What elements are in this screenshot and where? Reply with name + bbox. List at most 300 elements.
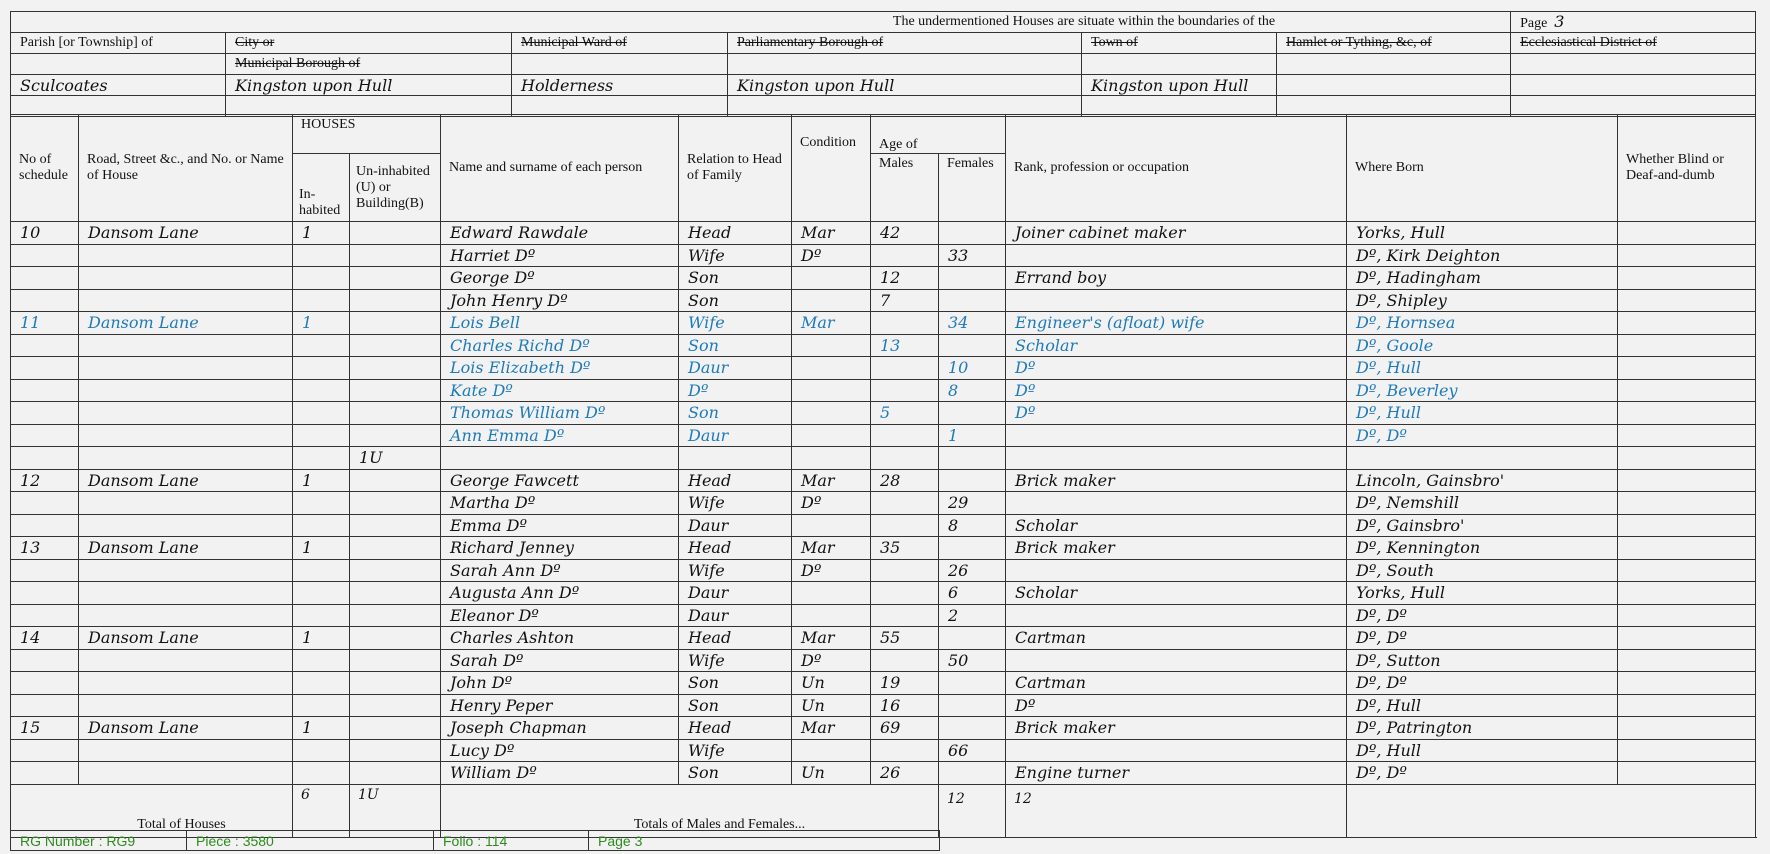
uninhabited-count xyxy=(350,222,441,245)
census-row xyxy=(11,582,1756,605)
relation: Head xyxy=(679,717,792,740)
blind-deaf-cell xyxy=(1618,537,1756,560)
inhabited-count xyxy=(293,244,350,267)
blind-deaf-cell xyxy=(1618,222,1756,245)
census-row xyxy=(11,649,1756,672)
male-age: 55 xyxy=(871,627,939,650)
census-row xyxy=(11,514,1756,537)
male-age: 16 xyxy=(871,694,939,717)
road-name xyxy=(79,289,293,312)
schedule-number xyxy=(11,492,79,515)
female-age: 33 xyxy=(939,244,1006,267)
relation: Dº xyxy=(679,379,792,402)
parl-value: Kingston upon Hull xyxy=(728,75,1082,96)
relation: Wife xyxy=(679,649,792,672)
uninhabited-count xyxy=(350,559,441,582)
piece-number: Piece : 3580 xyxy=(187,831,434,851)
schedule-number: 13 xyxy=(11,537,79,560)
census-row xyxy=(11,672,1756,695)
birthplace: Dº, Kirk Deighton xyxy=(1347,244,1618,267)
road-name xyxy=(79,492,293,515)
relation: Son xyxy=(679,672,792,695)
person-name: John Dº xyxy=(441,672,679,695)
occupation: Scholar xyxy=(1006,514,1347,537)
census-row xyxy=(11,739,1756,762)
blind-deaf-cell xyxy=(1618,492,1756,515)
person-name: Augusta Ann Dº xyxy=(441,582,679,605)
condition: Un xyxy=(792,694,871,717)
inhabited-count: 1 xyxy=(293,312,350,335)
condition xyxy=(792,604,871,627)
total-houses-label: Total of Houses xyxy=(11,784,293,837)
schedule-number xyxy=(11,244,79,267)
occupation xyxy=(1006,492,1347,515)
male-age xyxy=(871,379,939,402)
road-name xyxy=(79,604,293,627)
birthplace: Dº, Dº xyxy=(1347,604,1618,627)
inhabited-count xyxy=(293,379,350,402)
city-value: Kingston upon Hull xyxy=(226,75,512,96)
col-males: Males xyxy=(871,154,939,222)
road-name xyxy=(79,694,293,717)
female-age: 2 xyxy=(939,604,1006,627)
person-name: Lucy Dº xyxy=(441,739,679,762)
condition: Mar xyxy=(792,627,871,650)
uninhabited-count xyxy=(350,379,441,402)
inhabited-count xyxy=(293,289,350,312)
schedule-number xyxy=(11,762,79,785)
birthplace: Dº, Dº xyxy=(1347,762,1618,785)
male-age xyxy=(871,447,939,470)
male-age xyxy=(871,649,939,672)
schedule-number xyxy=(11,514,79,537)
occupation: Engineer's (afloat) wife xyxy=(1006,312,1347,335)
condition xyxy=(792,402,871,425)
female-age: 10 xyxy=(939,357,1006,380)
female-age: 50 xyxy=(939,649,1006,672)
person-name: George Dº xyxy=(441,267,679,290)
inhabited-count xyxy=(293,492,350,515)
occupation xyxy=(1006,604,1347,627)
condition: Mar xyxy=(792,537,871,560)
uninhabited-count xyxy=(350,537,441,560)
road-name xyxy=(79,739,293,762)
blind-deaf-cell xyxy=(1618,694,1756,717)
male-age: 19 xyxy=(871,672,939,695)
occupation: Dº xyxy=(1006,357,1347,380)
relation: Son xyxy=(679,402,792,425)
blind-deaf-cell xyxy=(1618,447,1756,470)
male-age xyxy=(871,424,939,447)
uninhabited-count xyxy=(350,694,441,717)
blind-deaf-cell xyxy=(1618,762,1756,785)
schedule-number: 11 xyxy=(11,312,79,335)
relation: Wife xyxy=(679,492,792,515)
road-name xyxy=(79,582,293,605)
inhabited-count xyxy=(293,559,350,582)
total-inhabited: 6 xyxy=(293,784,350,837)
census-row xyxy=(11,694,1756,717)
person-name: Lois Bell xyxy=(441,312,679,335)
inhabited-count xyxy=(293,267,350,290)
census-row xyxy=(11,559,1756,582)
road-name xyxy=(79,402,293,425)
inhabited-count xyxy=(293,447,350,470)
birthplace: Yorks, Hull xyxy=(1347,222,1618,245)
condition: Dº xyxy=(792,244,871,267)
uninhabited-count xyxy=(350,244,441,267)
person-name: William Dº xyxy=(441,762,679,785)
male-age xyxy=(871,357,939,380)
census-row xyxy=(11,424,1756,447)
occupation: Dº xyxy=(1006,379,1347,402)
relation: Wife xyxy=(679,739,792,762)
relation: Wife xyxy=(679,244,792,267)
census-row xyxy=(11,244,1756,267)
page-number-cell xyxy=(1511,12,1756,33)
census-row xyxy=(11,267,1756,290)
blind-deaf-cell xyxy=(1618,469,1756,492)
inhabited-count xyxy=(293,334,350,357)
occupation xyxy=(1006,739,1347,762)
condition xyxy=(792,334,871,357)
census-row xyxy=(11,469,1756,492)
uninhabited-count xyxy=(350,312,441,335)
blind-deaf-cell xyxy=(1618,312,1756,335)
road-name: Dansom Lane xyxy=(79,312,293,335)
occupation: Dº xyxy=(1006,694,1347,717)
rg-number: RG Number : RG9 xyxy=(11,831,187,851)
condition: Mar xyxy=(792,469,871,492)
person-name xyxy=(441,447,679,470)
uninhabited-count xyxy=(350,402,441,425)
relation: Head xyxy=(679,627,792,650)
road-name xyxy=(79,514,293,537)
occupation: Dº xyxy=(1006,402,1347,425)
birthplace: Dº, Hull xyxy=(1347,357,1618,380)
condition: Dº xyxy=(792,492,871,515)
blind-deaf-cell xyxy=(1618,717,1756,740)
condition xyxy=(792,357,871,380)
inhabited-count: 1 xyxy=(293,537,350,560)
person-name: Sarah Dº xyxy=(441,649,679,672)
col-occupation: Rank, profession or occupation xyxy=(1006,115,1347,222)
road-name: Dansom Lane xyxy=(79,469,293,492)
relation: Head xyxy=(679,537,792,560)
condition xyxy=(792,514,871,537)
birthplace: Dº, Dº xyxy=(1347,424,1618,447)
relation: Son xyxy=(679,267,792,290)
birthplace xyxy=(1347,447,1618,470)
uninhabited-count xyxy=(350,357,441,380)
census-row xyxy=(11,604,1756,627)
birthplace: Dº, Dº xyxy=(1347,672,1618,695)
condition: Un xyxy=(792,672,871,695)
uninhabited-count xyxy=(350,627,441,650)
person-name: Thomas William Dº xyxy=(441,402,679,425)
occupation xyxy=(1006,559,1347,582)
condition: Dº xyxy=(792,559,871,582)
condition: Un xyxy=(792,762,871,785)
col-females: Females xyxy=(939,154,1006,222)
city-label: City or xyxy=(226,33,512,54)
female-age xyxy=(939,469,1006,492)
blind-deaf-cell xyxy=(1618,649,1756,672)
occupation: Cartman xyxy=(1006,627,1347,650)
birthplace: Dº, Shipley xyxy=(1347,289,1618,312)
female-age: 1 xyxy=(939,424,1006,447)
col-blind: Whether Blind or Deaf-and-dumb xyxy=(1618,115,1756,222)
uninhabited-count xyxy=(350,717,441,740)
female-age xyxy=(939,672,1006,695)
condition xyxy=(792,379,871,402)
blind-deaf-cell xyxy=(1618,379,1756,402)
female-age xyxy=(939,762,1006,785)
female-age xyxy=(939,627,1006,650)
occupation xyxy=(1006,289,1347,312)
condition xyxy=(792,289,871,312)
census-row xyxy=(11,537,1756,560)
borough-label: Municipal Borough of xyxy=(226,54,512,75)
relation: Son xyxy=(679,334,792,357)
uninhabited-count xyxy=(350,267,441,290)
relation: Son xyxy=(679,289,792,312)
blind-deaf-cell xyxy=(1618,289,1756,312)
blind-deaf-cell xyxy=(1618,582,1756,605)
blind-deaf-cell xyxy=(1618,739,1756,762)
inhabited-count xyxy=(293,672,350,695)
schedule-number xyxy=(11,379,79,402)
birthplace: Dº, Beverley xyxy=(1347,379,1618,402)
col-relation: Relation to Head of Family xyxy=(679,115,792,222)
ward-label: Municipal Ward of xyxy=(512,33,728,54)
condition xyxy=(792,739,871,762)
condition xyxy=(792,582,871,605)
schedule-number xyxy=(11,694,79,717)
female-age: 29 xyxy=(939,492,1006,515)
relation: Daur xyxy=(679,424,792,447)
birthplace: Dº, Hull xyxy=(1347,694,1618,717)
eccl-label: Ecclesiastical District of xyxy=(1511,33,1756,54)
census-row xyxy=(11,334,1756,357)
schedule-number xyxy=(11,559,79,582)
person-name: Harriet Dº xyxy=(441,244,679,267)
schedule-number xyxy=(11,402,79,425)
uninhabited-count: 1U xyxy=(350,447,441,470)
birthplace: Dº, Hull xyxy=(1347,739,1618,762)
relation: Wife xyxy=(679,559,792,582)
uninhabited-count xyxy=(350,334,441,357)
occupation: Brick maker xyxy=(1006,537,1347,560)
occupation xyxy=(1006,447,1347,470)
birthplace: Dº, Hornsea xyxy=(1347,312,1618,335)
census-row xyxy=(11,357,1756,380)
male-age: 5 xyxy=(871,402,939,425)
inhabited-count xyxy=(293,739,350,762)
male-age: 35 xyxy=(871,537,939,560)
town-label: Town of xyxy=(1082,33,1277,54)
page-number: 3 xyxy=(1554,12,1565,31)
uninhabited-count xyxy=(350,604,441,627)
male-age xyxy=(871,244,939,267)
census-row xyxy=(11,492,1756,515)
road-name: Dansom Lane xyxy=(79,627,293,650)
road-name xyxy=(79,559,293,582)
female-age xyxy=(939,694,1006,717)
schedule-number: 10 xyxy=(11,222,79,245)
condition: Mar xyxy=(792,717,871,740)
schedule-number: 12 xyxy=(11,469,79,492)
inhabited-count: 1 xyxy=(293,222,350,245)
blind-deaf-cell xyxy=(1618,514,1756,537)
road-name xyxy=(79,379,293,402)
road-name xyxy=(79,334,293,357)
relation xyxy=(679,447,792,470)
occupation: Brick maker xyxy=(1006,717,1347,740)
occupation: Brick maker xyxy=(1006,469,1347,492)
person-name: Ann Emma Dº xyxy=(441,424,679,447)
col-age: Age of xyxy=(871,115,1006,154)
inhabited-count xyxy=(293,357,350,380)
person-name: George Fawcett xyxy=(441,469,679,492)
condition: Mar xyxy=(792,222,871,245)
census-row xyxy=(11,289,1756,312)
road-name xyxy=(79,357,293,380)
birthplace: Dº, Nemshill xyxy=(1347,492,1618,515)
boundary-title: The undermentioned Houses are situate within the boundaries of the xyxy=(11,12,1511,33)
uninhabited-count xyxy=(350,469,441,492)
blind-deaf-cell xyxy=(1618,357,1756,380)
blind-deaf-cell xyxy=(1618,424,1756,447)
person-name: Charles Richd Dº xyxy=(441,334,679,357)
road-name xyxy=(79,424,293,447)
total-females: 12 xyxy=(1006,784,1347,837)
occupation: Errand boy xyxy=(1006,267,1347,290)
boundary-header-table xyxy=(10,11,1756,117)
blind-deaf-cell xyxy=(1618,627,1756,650)
town-value: Kingston upon Hull xyxy=(1082,75,1277,96)
hamlet-label: Hamlet or Tything, &c, of xyxy=(1277,33,1511,54)
birthplace: Dº, Goole xyxy=(1347,334,1618,357)
total-persons-label: Totals of Males and Females... xyxy=(441,784,939,837)
blind-deaf-cell xyxy=(1618,604,1756,627)
relation: Head xyxy=(679,222,792,245)
female-age: 6 xyxy=(939,582,1006,605)
uninhabited-count xyxy=(350,289,441,312)
relation: Son xyxy=(679,762,792,785)
person-name: Sarah Ann Dº xyxy=(441,559,679,582)
relation: Son xyxy=(679,694,792,717)
female-age xyxy=(939,222,1006,245)
road-name xyxy=(79,672,293,695)
birthplace: Dº, South xyxy=(1347,559,1618,582)
male-age xyxy=(871,514,939,537)
census-row xyxy=(11,222,1756,245)
blind-deaf-cell xyxy=(1618,334,1756,357)
inhabited-count xyxy=(293,582,350,605)
female-age xyxy=(939,334,1006,357)
birthplace: Dº, Hadingham xyxy=(1347,267,1618,290)
blind-deaf-cell xyxy=(1618,672,1756,695)
road-name xyxy=(79,447,293,470)
uninhabited-count xyxy=(350,514,441,537)
person-name: Joseph Chapman xyxy=(441,717,679,740)
blind-deaf-cell xyxy=(1618,267,1756,290)
male-age: 7 xyxy=(871,289,939,312)
parl-label: Parliamentary Borough of xyxy=(728,33,1082,54)
birthplace: Yorks, Hull xyxy=(1347,582,1618,605)
page-reference: Page 3 xyxy=(589,831,940,851)
total-males: 12 xyxy=(939,784,1006,837)
female-age: 8 xyxy=(939,514,1006,537)
person-name: Lois Elizabeth Dº xyxy=(441,357,679,380)
person-name: Richard Jenney xyxy=(441,537,679,560)
person-name: Emma Dº xyxy=(441,514,679,537)
occupation: Scholar xyxy=(1006,334,1347,357)
road-name: Dansom Lane xyxy=(79,222,293,245)
census-row xyxy=(11,379,1756,402)
road-name: Dansom Lane xyxy=(79,537,293,560)
person-name: Kate Dº xyxy=(441,379,679,402)
male-age: 28 xyxy=(871,469,939,492)
census-row xyxy=(11,717,1756,740)
uninhabited-count xyxy=(350,582,441,605)
male-age xyxy=(871,604,939,627)
census-row xyxy=(11,627,1756,650)
inhabited-count: 1 xyxy=(293,627,350,650)
blind-deaf-cell xyxy=(1618,244,1756,267)
female-age xyxy=(939,267,1006,290)
page-label: Page xyxy=(1520,16,1548,31)
inhabited-count xyxy=(293,604,350,627)
female-age xyxy=(939,289,1006,312)
schedule-number xyxy=(11,334,79,357)
col-born: Where Born xyxy=(1347,115,1618,222)
female-age xyxy=(939,447,1006,470)
relation: Head xyxy=(679,469,792,492)
schedule-number xyxy=(11,289,79,312)
male-age xyxy=(871,739,939,762)
uninhabited-count xyxy=(350,492,441,515)
female-age: 26 xyxy=(939,559,1006,582)
birthplace: Lincoln, Gainsbro' xyxy=(1347,469,1618,492)
occupation xyxy=(1006,424,1347,447)
census-row xyxy=(11,402,1756,425)
relation: Daur xyxy=(679,357,792,380)
person-name: Edward Rawdale xyxy=(441,222,679,245)
male-age xyxy=(871,559,939,582)
person-name: Charles Ashton xyxy=(441,627,679,650)
condition xyxy=(792,267,871,290)
schedule-number xyxy=(11,649,79,672)
person-name: Eleanor Dº xyxy=(441,604,679,627)
relation: Daur xyxy=(679,604,792,627)
occupation: Joiner cabinet maker xyxy=(1006,222,1347,245)
birthplace: Dº, Dº xyxy=(1347,627,1618,650)
schedule-number xyxy=(11,604,79,627)
birthplace: Dº, Hull xyxy=(1347,402,1618,425)
birthplace: Dº, Sutton xyxy=(1347,649,1618,672)
col-schedule: No of schedule xyxy=(11,115,79,222)
inhabited-count xyxy=(293,762,350,785)
inhabited-count xyxy=(293,424,350,447)
census-row xyxy=(11,312,1756,335)
relation: Daur xyxy=(679,514,792,537)
male-age xyxy=(871,582,939,605)
col-uninhabited: Un-inhabited (U) or Building(B) xyxy=(350,154,441,222)
female-age: 34 xyxy=(939,312,1006,335)
occupation: Engine turner xyxy=(1006,762,1347,785)
